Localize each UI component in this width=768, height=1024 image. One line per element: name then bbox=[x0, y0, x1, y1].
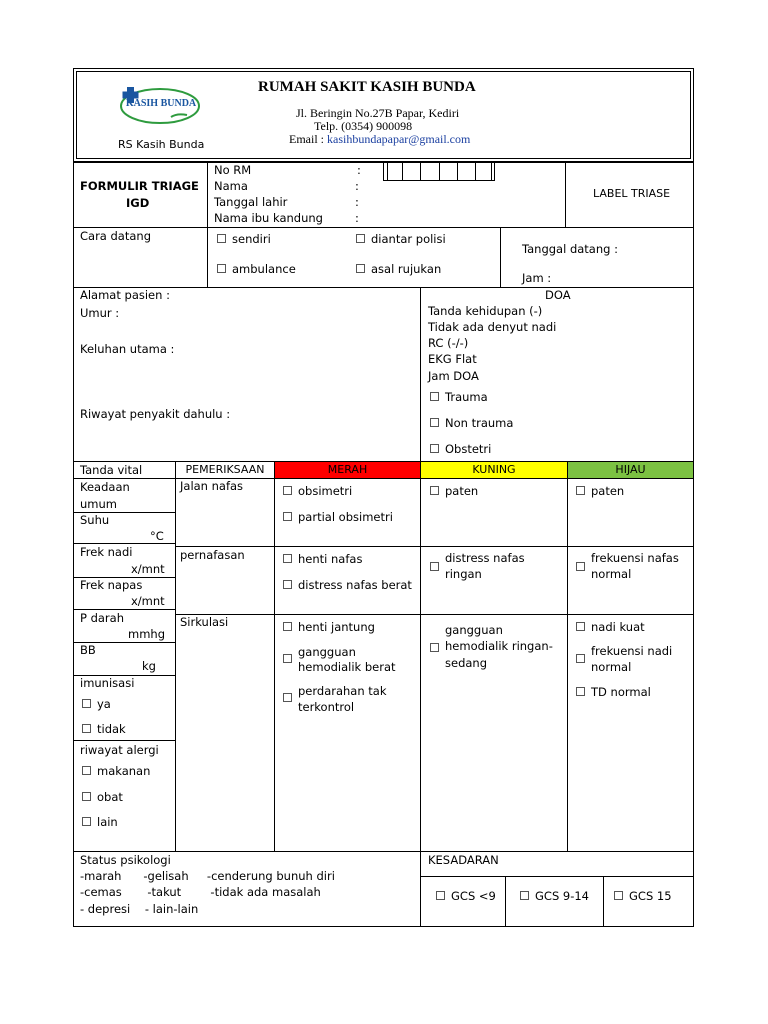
option-ambulance: ambulance bbox=[232, 262, 296, 276]
merah-perdarahan-2: terkontrol bbox=[298, 700, 355, 714]
doa-line: Jam DOA bbox=[428, 369, 479, 383]
status-psikologi-line: - depresi - lain-lain bbox=[80, 902, 199, 916]
vital-suhu: Suhu bbox=[80, 513, 110, 527]
checkbox-hemodialik-berat[interactable] bbox=[283, 654, 292, 663]
patient-field-label: Nama bbox=[214, 179, 248, 193]
option-gcs-9-14: GCS 9-14 bbox=[535, 889, 589, 903]
option-alergi-makanan: makanan bbox=[97, 764, 151, 778]
row-label-sirkulasi: Sirkulasi bbox=[180, 615, 229, 629]
checkbox-ambulance[interactable] bbox=[217, 264, 226, 273]
header-kuning: KUNING bbox=[421, 462, 567, 478]
checkbox-alergi-lain[interactable] bbox=[82, 817, 91, 826]
doa-title: DOA bbox=[545, 288, 571, 302]
merah-perdarahan-1: perdarahan tak bbox=[298, 684, 387, 698]
option-imunisasi-tidak: tidak bbox=[97, 722, 126, 736]
vital-keadaan: Keadaan bbox=[80, 480, 130, 494]
checkbox-kuning-paten[interactable] bbox=[430, 486, 439, 495]
option-non-trauma: Non trauma bbox=[445, 416, 514, 430]
vital-frek-nadi: Frek nadi bbox=[80, 545, 133, 559]
checkbox-frek-nafas-normal[interactable] bbox=[576, 562, 585, 571]
kuning-distress-1: distress nafas bbox=[445, 551, 525, 565]
email-label: Email : bbox=[289, 132, 324, 146]
doa-line: EKG Flat bbox=[428, 352, 477, 366]
hospital-address: Jl. Beringin No.27B Papar, Kediri bbox=[296, 106, 460, 120]
hijau-frek-nafas-1: frekuensi nafas bbox=[591, 551, 679, 565]
checkbox-henti-jantung[interactable] bbox=[283, 622, 292, 631]
keluhan-label: Keluhan utama : bbox=[80, 342, 175, 356]
logo-text: KASIH BUNDA bbox=[125, 98, 197, 109]
option-alergi-lain: lain bbox=[97, 815, 118, 829]
hijau-frek-nadi-2: normal bbox=[591, 660, 632, 674]
hospital-phone: Telp. (0354) 900098 bbox=[314, 119, 413, 133]
checkbox-henti-nafas[interactable] bbox=[283, 554, 292, 563]
checkbox-alergi-makanan[interactable] bbox=[82, 766, 91, 775]
status-psikologi-line: -marah -gelisah -cenderung bunuh diri bbox=[80, 869, 335, 883]
option-imunisasi-ya: ya bbox=[97, 697, 111, 711]
hijau-frek-nafas-2: normal bbox=[591, 567, 632, 581]
checkbox-distress-ringan[interactable] bbox=[430, 562, 439, 571]
checkbox-alergi-obat[interactable] bbox=[82, 792, 91, 801]
option-gcs-15: GCS 15 bbox=[629, 889, 672, 903]
form-title-line1: FORMULIR TRIAGE bbox=[80, 179, 199, 193]
checkbox-diantar-polisi[interactable] bbox=[356, 234, 365, 243]
checkbox-asal-rujukan[interactable] bbox=[356, 264, 365, 273]
option-hijau-paten: paten bbox=[591, 484, 625, 498]
patient-field-label: No RM bbox=[214, 163, 252, 177]
option-nadi-kuat: nadi kuat bbox=[591, 620, 645, 634]
kuning-distress-2: ringan bbox=[445, 567, 482, 581]
vital-bb: BB bbox=[80, 643, 96, 657]
checkbox-non-trauma[interactable] bbox=[430, 418, 439, 427]
patient-field-colon: : bbox=[355, 179, 359, 193]
checkbox-gcs-9[interactable] bbox=[436, 891, 445, 900]
vital-p-darah: P darah bbox=[80, 611, 125, 625]
checkbox-hemodialik-ringan[interactable] bbox=[430, 643, 439, 652]
vital-frek-nadi-unit: x/mnt bbox=[131, 562, 165, 576]
hospital-logo bbox=[119, 86, 201, 126]
checkbox-td-normal[interactable] bbox=[576, 687, 585, 696]
option-henti-nafas: henti nafas bbox=[298, 552, 363, 566]
header-merah: MERAH bbox=[275, 462, 420, 478]
checkbox-perdarahan[interactable] bbox=[283, 693, 292, 702]
no-rm-boxes[interactable] bbox=[383, 162, 495, 181]
patient-field-colon: : bbox=[355, 195, 359, 209]
checkbox-imunisasi-ya[interactable] bbox=[82, 699, 91, 708]
doa-line: Tanda kehidupan (-) bbox=[428, 304, 543, 318]
row-label-jalan-nafas: Jalan nafas bbox=[180, 479, 244, 493]
merah-hemodialik-2: hemodialik berat bbox=[298, 660, 396, 674]
option-trauma: Trauma bbox=[445, 390, 488, 404]
riwayat-penyakit-label: Riwayat penyakit dahulu : bbox=[80, 407, 231, 421]
option-gcs-9: GCS <9 bbox=[451, 889, 496, 903]
status-psikologi-title: Status psikologi bbox=[80, 853, 171, 867]
checkbox-obstetri[interactable] bbox=[430, 444, 439, 453]
option-alergi-obat: obat bbox=[97, 790, 123, 804]
header-pemeriksaan: PEMERIKSAAN bbox=[185, 463, 265, 476]
vital-keadaan-2: umum bbox=[80, 497, 117, 511]
vital-bb-unit: kg bbox=[142, 659, 156, 673]
vital-riwayat-alergi: riwayat alergi bbox=[80, 743, 159, 757]
merah-hemodialik-1: gangguan bbox=[298, 645, 356, 659]
checkbox-hijau-paten[interactable] bbox=[576, 486, 585, 495]
kuning-gangguan-3: sedang bbox=[445, 656, 488, 670]
email-link[interactable]: kasihbundapapar@gmail.com bbox=[327, 132, 471, 146]
option-henti-jantung: henti jantung bbox=[298, 620, 375, 634]
form-title-line2: IGD bbox=[126, 196, 150, 210]
checkbox-obsimetri[interactable] bbox=[283, 486, 292, 495]
checkbox-trauma[interactable] bbox=[430, 392, 439, 401]
patient-field-colon: : bbox=[357, 163, 361, 177]
logo-caption: RS Kasih Bunda bbox=[118, 138, 205, 151]
hijau-frek-nadi-1: frekuensi nadi bbox=[591, 644, 673, 658]
tanggal-datang-label: Tanggal datang : bbox=[522, 242, 618, 256]
option-asal-rujukan: asal rujukan bbox=[371, 262, 442, 276]
kesadaran-title: KESADARAN bbox=[428, 853, 499, 867]
vital-frek-napas-unit: x/mnt bbox=[131, 594, 165, 608]
row-label-pernafasan: pernafasan bbox=[180, 548, 245, 562]
checkbox-frek-nadi-normal[interactable] bbox=[576, 654, 585, 663]
patient-field-label: Tanggal lahir bbox=[214, 195, 288, 209]
vital-frek-napas: Frek napas bbox=[80, 578, 143, 592]
label-triase: LABEL TRIASE bbox=[593, 187, 671, 200]
patient-field-label: Nama ibu kandung bbox=[214, 211, 323, 225]
vital-suhu-unit: °C bbox=[150, 529, 164, 543]
option-kuning-paten: paten bbox=[445, 484, 479, 498]
option-obsimetri: obsimetri bbox=[298, 484, 353, 498]
header-hijau: HIJAU bbox=[568, 462, 693, 478]
checkbox-imunisasi-tidak[interactable] bbox=[82, 724, 91, 733]
kuning-gangguan-2: hemodialik ringan- bbox=[445, 639, 553, 653]
checkbox-gcs-9-14[interactable] bbox=[520, 891, 529, 900]
hospital-name: RUMAH SAKIT KASIH BUNDA bbox=[258, 79, 476, 95]
option-diantar-polisi: diantar polisi bbox=[371, 232, 446, 246]
option-sendiri: sendiri bbox=[232, 232, 271, 246]
cara-datang-label: Cara datang bbox=[80, 229, 151, 243]
doa-line: RC (-/-) bbox=[428, 336, 469, 350]
umur-label: Umur : bbox=[80, 306, 120, 320]
checkbox-sendiri[interactable] bbox=[217, 234, 226, 243]
hospital-email-line bbox=[289, 132, 470, 147]
checkbox-gcs-15[interactable] bbox=[614, 891, 623, 900]
option-obstetri: Obstetri bbox=[445, 442, 492, 456]
option-partial-obsimetri: partial obsimetri bbox=[298, 510, 393, 524]
option-td-normal: TD normal bbox=[591, 685, 651, 699]
status-psikologi-line: -cemas -takut -tidak ada masalah bbox=[80, 885, 321, 899]
vital-p-darah-unit: mmhg bbox=[128, 627, 165, 641]
patient-field-colon: : bbox=[355, 211, 359, 225]
checkbox-nadi-kuat[interactable] bbox=[576, 622, 585, 631]
alamat-label: Alamat pasien : bbox=[80, 288, 170, 302]
checkbox-partial-obsimetri[interactable] bbox=[283, 512, 292, 521]
option-distress-berat: distress nafas berat bbox=[298, 578, 412, 592]
vital-imunisasi: imunisasi bbox=[80, 676, 135, 690]
header-tanda-vital: Tanda vital bbox=[80, 463, 143, 477]
doa-line: Tidak ada denyut nadi bbox=[428, 320, 557, 334]
jam-label: Jam : bbox=[522, 271, 552, 285]
checkbox-distress-berat[interactable] bbox=[283, 580, 292, 589]
kuning-gangguan-1: gangguan bbox=[445, 623, 503, 637]
